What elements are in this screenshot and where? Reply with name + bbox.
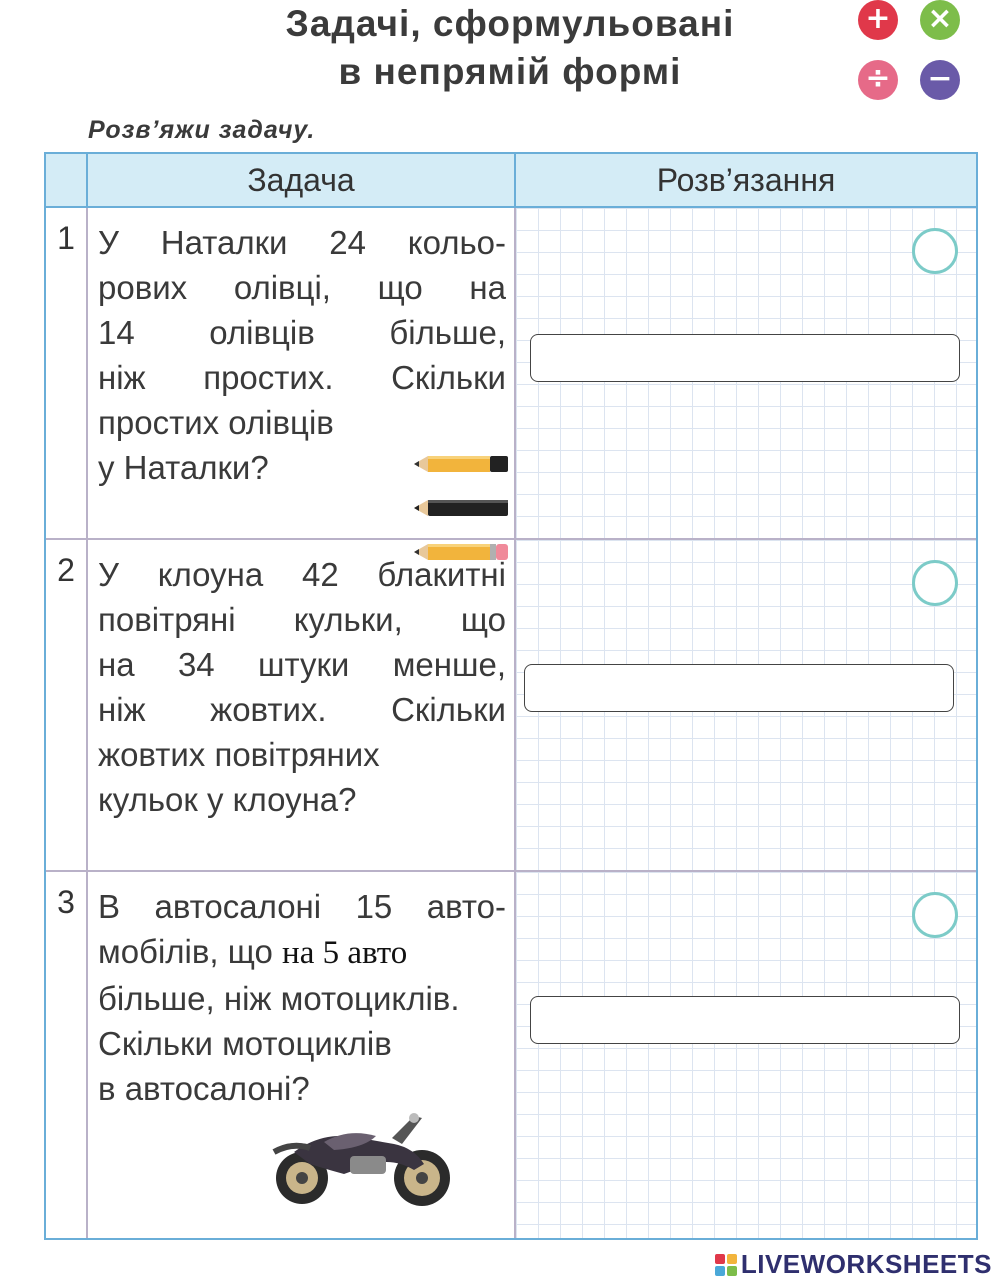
page-title-line-1: Задачі, сформульовані [285,3,735,44]
task-number: 1 [46,208,88,538]
solution-area [516,872,976,1238]
header-solution: Розв’язання [656,162,836,198]
header-number-cell [46,154,88,206]
task-line: У Наталки 24 кольо- [98,224,506,261]
task-line: рових олівці, що на [98,269,506,306]
task-line: у Наталки? [98,449,269,486]
task-line: повітряні кульки, що [98,601,506,638]
task-number: 3 [46,872,88,1238]
solution-area [516,540,976,870]
table-header [46,154,976,208]
answer-input[interactable] [530,996,960,1044]
task-line-start: мобілів, що [98,933,283,970]
pencil-icon [414,456,508,472]
task-line: Скільки мотоциклів [98,1025,392,1062]
task-line: більше, ніж мотоциклів. [98,980,460,1017]
pencil-icon [414,500,508,516]
task-line [98,929,506,976]
check-circle[interactable] [912,228,958,274]
task-line: У клоуна 42 блакитні [98,556,506,593]
header-task: Задача [88,154,516,206]
answer-input[interactable] [524,664,954,712]
task-row-2 [46,540,976,872]
answer-input[interactable] [530,334,960,382]
inserted-text: на 5 авто [282,935,408,971]
task-text [88,540,516,870]
minus-icon: − [920,60,960,100]
divide-icon: ÷ [858,60,898,100]
task-number: 2 [46,540,88,870]
task-text [88,208,516,538]
task-text [88,872,516,1238]
task-row-3 [46,872,976,1238]
task-line: ніж жовтих. Скільки [98,691,506,728]
plus-icon: + [858,0,898,40]
task-table [44,152,978,1240]
page-title-line-2: в непрямій формі [338,51,682,92]
task-line: на 34 штуки менше, [98,646,506,683]
check-circle[interactable] [912,560,958,606]
task-line: в автосалоні? [98,1070,310,1107]
task-line: ніж простих. Скільки [98,359,506,396]
liveworksheets-logo [715,1249,992,1280]
liveworksheets-logo-icon [715,1254,737,1276]
task-line: кульок у клоуна? [98,781,357,818]
task-line: 14 олівців більше, [98,314,506,351]
task-line: простих олівців [98,404,334,441]
task-line: жовтих повітряних [98,736,380,773]
task-line: В автосалоні 15 авто- [98,888,506,925]
instruction: Розв’яжи задачу. [88,116,316,144]
check-circle[interactable] [912,892,958,938]
task-row-1 [46,208,976,540]
brand-text: LIVEWORKSHEETS [740,1249,992,1279]
multiply-icon: × [920,0,960,40]
solution-area [516,208,976,538]
motorcycle-image [264,1108,458,1208]
